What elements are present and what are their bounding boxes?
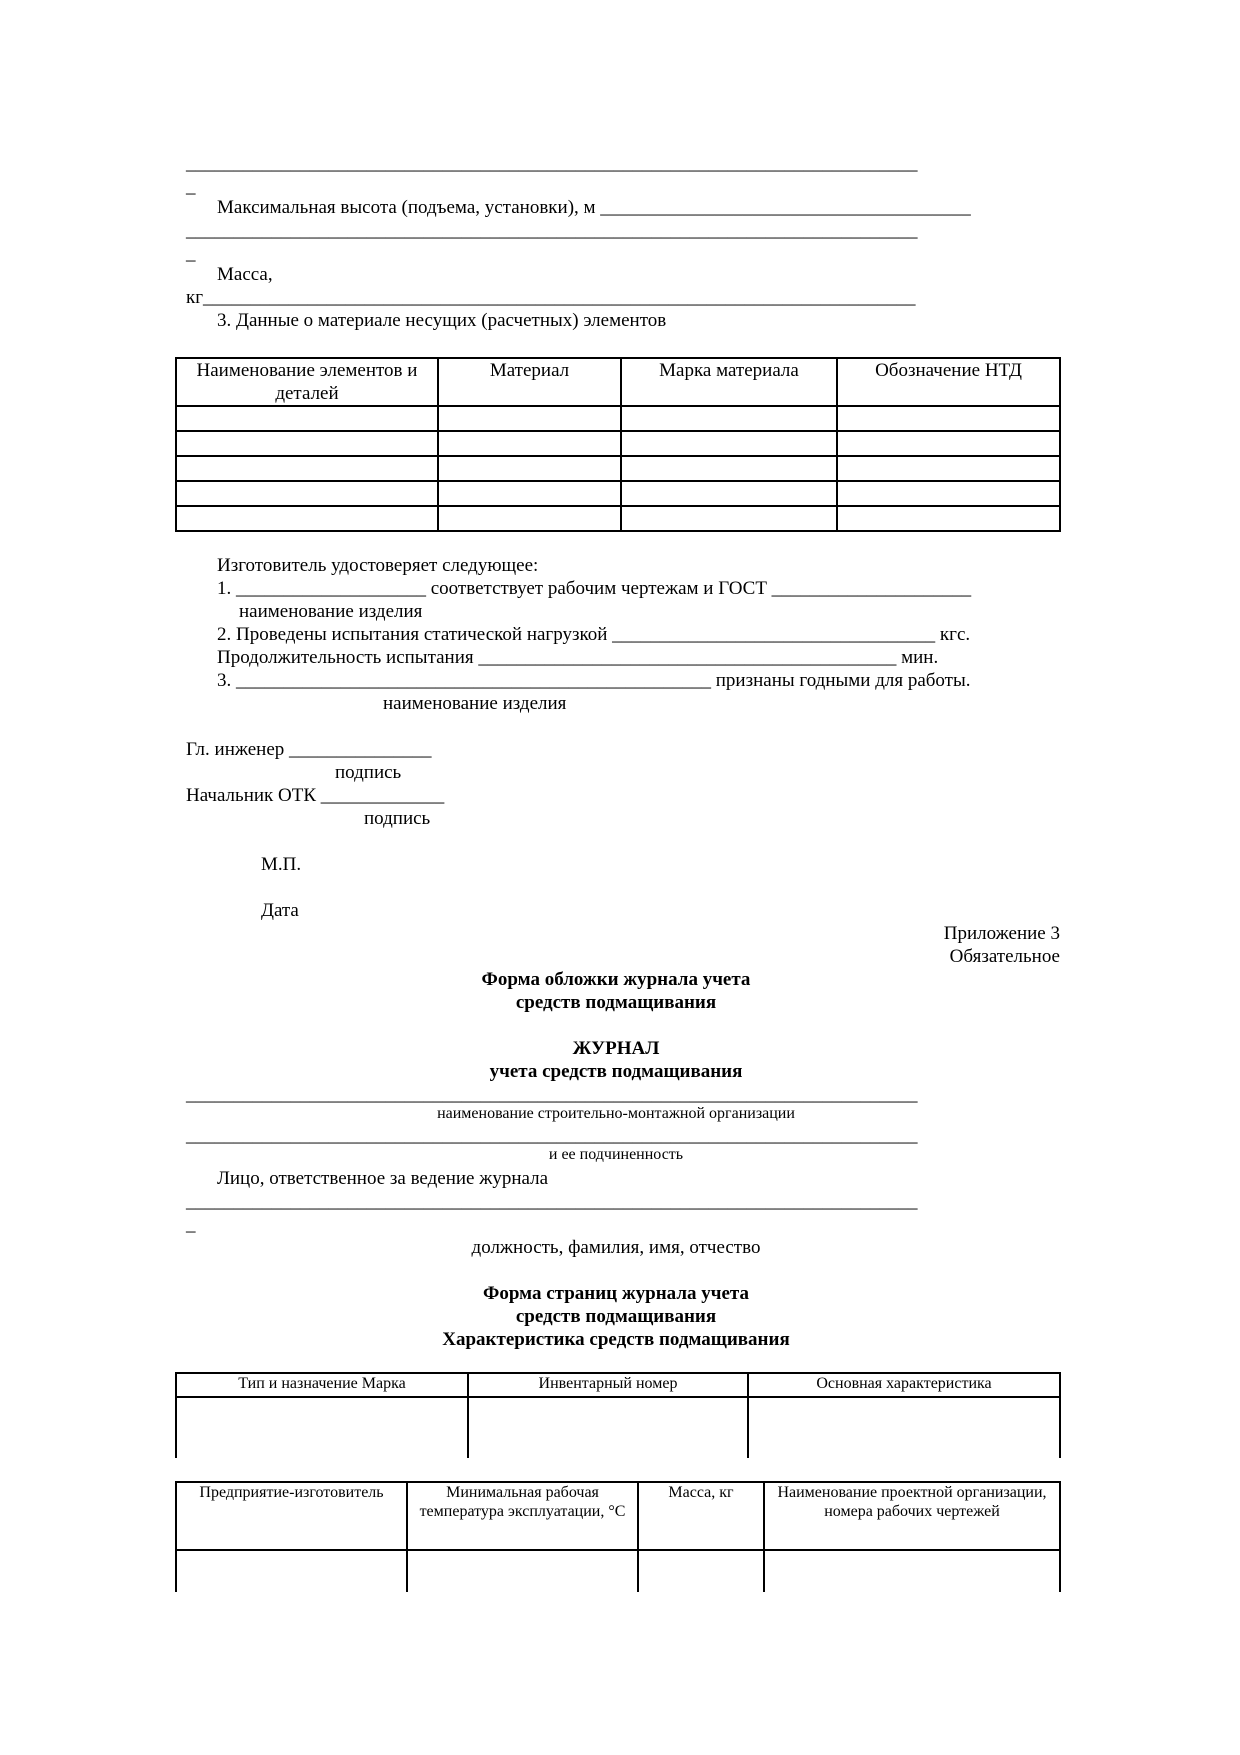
certify-intro: Изготовитель удостоверяет следующее: (217, 555, 539, 576)
header-elements: Наименование элементов и деталей (176, 358, 438, 406)
header-type-brand: Тип и назначение Марка (176, 1373, 468, 1397)
header-design-organization: Наименование проектной организации, номера рабочих чертежей (764, 1482, 1060, 1550)
appendix-status: Обязательное (949, 946, 1060, 967)
date-label: Дата (261, 900, 299, 921)
table-row (176, 1397, 1060, 1458)
item-3-caption: наименование изделия (383, 693, 567, 714)
test-duration: Продолжительность испытания ____________________________________________ мин. (217, 647, 939, 668)
table-row (176, 481, 1060, 506)
organization-caption: наименование строительно-монтажной организации (437, 1105, 795, 1122)
manufacturer-table (175, 1481, 1061, 1592)
journal-title: ЖУРНАЛ (572, 1038, 660, 1059)
otk-head-signature: Начальник ОТК _____________ (186, 785, 445, 806)
header-ntd: Обозначение НТД (837, 358, 1060, 406)
mass-label: Масса, (217, 264, 273, 285)
header-mass: Масса, кг (638, 1482, 764, 1550)
responsible-line: _____________________________________________________________________________ (186, 1191, 918, 1212)
characteristics-title: Характеристика средств подмащивания (442, 1329, 790, 1350)
certify-item-1: 1. ____________________ соответствует рабочим чертежам и ГОСТ _____________________ (217, 578, 972, 599)
pages-form-title: Форма страниц журнала учета (483, 1283, 749, 1304)
section-3-title: 3. Данные о материале несущих (расчетных) элементов (217, 310, 667, 331)
mass-line: кг___________________________________________________________________________ (186, 287, 916, 308)
certify-item-2: 2. Проведены испытания статической нагрузкой __________________________________ кгс. (217, 624, 971, 645)
journal-subtitle: учета средств подмащивания (489, 1061, 743, 1082)
table-row (176, 456, 1060, 481)
appendix-number: Приложение 3 (943, 923, 1060, 944)
pages-form-title-2: средств подмащивания (515, 1306, 717, 1327)
header-min-temperature: Минимальная рабочая температура эксплуатации, °С (407, 1482, 638, 1550)
table-row (176, 1550, 1060, 1592)
cover-form-title: Форма обложки журнала учета (481, 969, 751, 990)
header-material-grade: Марка материала (621, 358, 837, 406)
blank-line-tail: _ (186, 176, 196, 197)
max-height-line: Максимальная высота (подъема, установки), м _______________________________________ (217, 197, 971, 218)
responsible-caption: должность, фамилия, имя, отчество (471, 1237, 761, 1258)
signature-caption: подпись (364, 808, 431, 829)
blank-line: _____________________________________________________________________________ (186, 220, 918, 241)
blank-line: _____________________________________________________________________________ (186, 153, 918, 174)
table-row (176, 406, 1060, 431)
characteristics-table (175, 1372, 1061, 1458)
stamp-place: М.П. (261, 854, 302, 875)
blank-line-tail: _ (186, 243, 196, 264)
subordination-line: _____________________________________________________________________________ (186, 1125, 918, 1146)
table-row (176, 506, 1060, 531)
header-inventory-number: Инвентарный номер (468, 1373, 748, 1397)
table-row (176, 431, 1060, 456)
header-main-characteristic: Основная характеристика (748, 1373, 1060, 1397)
materials-table (175, 357, 1061, 532)
item-1-caption: наименование изделия (239, 601, 423, 622)
subordination-caption: и ее подчиненность (548, 1146, 684, 1163)
header-manufacturer: Предприятие-изготовитель (176, 1482, 407, 1550)
organization-line: _____________________________________________________________________________ (186, 1084, 918, 1105)
responsible-line-tail: _ (186, 1214, 196, 1235)
header-material: Материал (438, 358, 621, 406)
certify-item-3: 3. __________________________________________________ признаны годными для работы. (217, 670, 971, 691)
chief-engineer-signature: Гл. инженер _______________ (186, 739, 432, 760)
cover-form-title-2: средств подмащивания (515, 992, 717, 1013)
signature-caption: подпись (335, 762, 402, 783)
responsible-person: Лицо, ответственное за ведение журнала (217, 1168, 549, 1189)
